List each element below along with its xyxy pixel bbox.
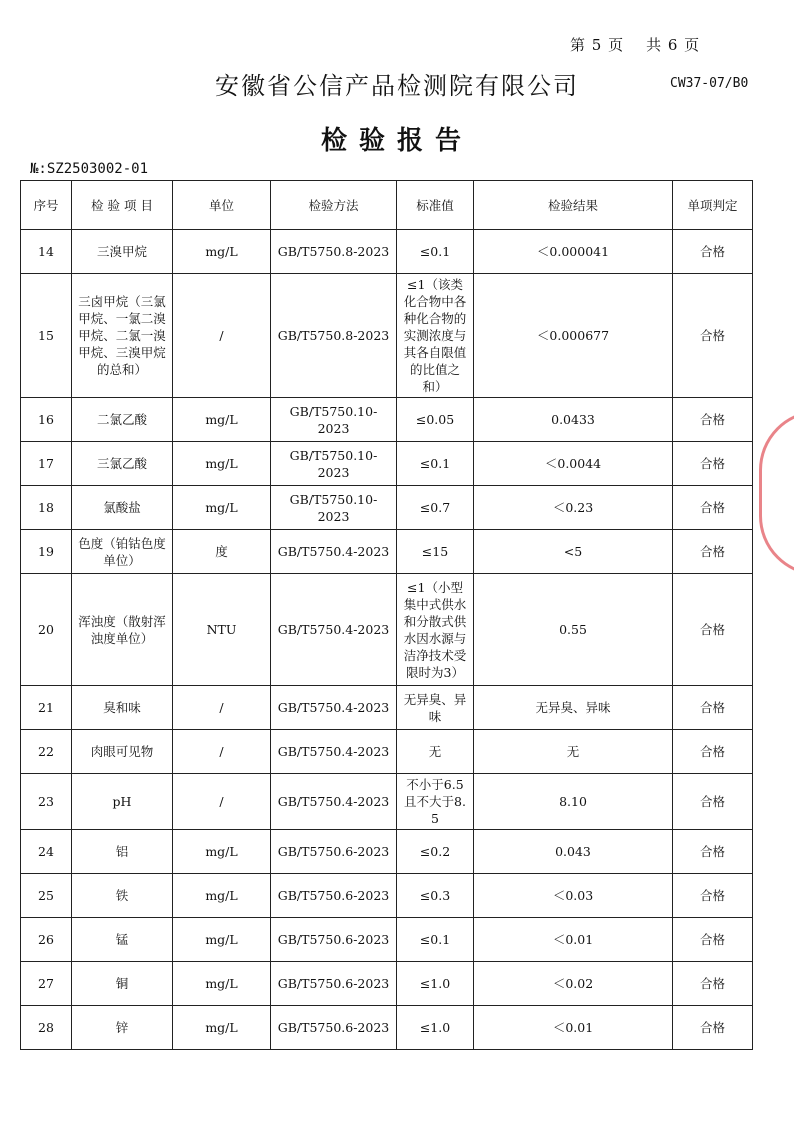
cell-result: 无异臭、异味 xyxy=(474,686,673,730)
cell-method: GB/T5750.4-2023 xyxy=(271,530,397,574)
cell-result: 0.55 xyxy=(474,574,673,686)
table-row xyxy=(21,274,753,398)
company-name: 安徽省公信产品检测院有限公司 xyxy=(215,72,579,100)
cell-standard: ≤0.1 xyxy=(397,230,474,274)
header-result: 检验结果 xyxy=(474,181,673,230)
cell-result: ＜0.23 xyxy=(474,486,673,530)
cell-no: 14 xyxy=(21,230,72,274)
cell-standard: ≤0.3 xyxy=(397,874,474,918)
cell-unit: mg/L xyxy=(173,486,271,530)
cell-result: ＜0.000677 xyxy=(474,274,673,398)
cell-no: 15 xyxy=(21,274,72,398)
cell-standard: ≤0.1 xyxy=(397,918,474,962)
cell-result: ＜0.000041 xyxy=(474,230,673,274)
table-body xyxy=(21,230,753,1050)
cell-method: GB/T5750.10-2023 xyxy=(271,486,397,530)
cell-standard: ≤0.1 xyxy=(397,442,474,486)
cell-item: 铝 xyxy=(72,830,173,874)
table-row xyxy=(21,230,753,274)
cell-standard: 无异臭、异味 xyxy=(397,686,474,730)
table-row xyxy=(21,1006,753,1050)
cell-item: 二氯乙酸 xyxy=(72,398,173,442)
table-row xyxy=(21,530,753,574)
cell-unit: mg/L xyxy=(173,830,271,874)
seal-stamp-ring xyxy=(759,410,794,576)
cell-unit: / xyxy=(173,274,271,398)
cell-item: 肉眼可见物 xyxy=(72,730,173,774)
cell-item: 色度（铂钴色度单位） xyxy=(72,530,173,574)
cell-method: GB/T5750.6-2023 xyxy=(271,874,397,918)
cell-method: GB/T5750.10-2023 xyxy=(271,398,397,442)
cell-standard: ≤0.7 xyxy=(397,486,474,530)
header-standard: 标准值 xyxy=(397,181,474,230)
cell-item: 三溴甲烷 xyxy=(72,230,173,274)
table-row xyxy=(21,398,753,442)
cell-no: 22 xyxy=(21,730,72,774)
page-total: 共 6 页 xyxy=(646,36,701,54)
cell-no: 26 xyxy=(21,918,72,962)
cell-unit: mg/L xyxy=(173,230,271,274)
cell-method: GB/T5750.4-2023 xyxy=(271,686,397,730)
cell-method: GB/T5750.8-2023 xyxy=(271,274,397,398)
cell-method: GB/T5750.6-2023 xyxy=(271,962,397,1006)
cell-verdict: 合格 xyxy=(673,730,753,774)
cell-method: GB/T5750.4-2023 xyxy=(271,574,397,686)
cell-no: 25 xyxy=(21,874,72,918)
cell-result: ＜0.02 xyxy=(474,962,673,1006)
report-title: 检验报告 xyxy=(320,126,473,156)
cell-standard: ≤0.2 xyxy=(397,830,474,874)
table-row xyxy=(21,730,753,774)
cell-result: 0.043 xyxy=(474,830,673,874)
cell-item: 氯酸盐 xyxy=(72,486,173,530)
cell-standard: ≤1.0 xyxy=(397,1006,474,1050)
cell-unit: / xyxy=(173,730,271,774)
page-current: 第 5 页 xyxy=(570,36,625,54)
cell-result: ＜0.03 xyxy=(474,874,673,918)
cell-method: GB/T5750.6-2023 xyxy=(271,830,397,874)
cell-verdict: 合格 xyxy=(673,486,753,530)
cell-item: 三卤甲烷（三氯甲烷、一氯二溴甲烷、二氯一溴甲烷、三溴甲烷的总和） xyxy=(72,274,173,398)
cell-result: ＜0.01 xyxy=(474,918,673,962)
cell-standard: ≤15 xyxy=(397,530,474,574)
cell-item: 三氯乙酸 xyxy=(72,442,173,486)
header-verdict: 单项判定 xyxy=(673,181,753,230)
cell-item: 锌 xyxy=(72,1006,173,1050)
document-code: CW37-07/B0 xyxy=(670,76,749,91)
report-number: №:SZ2503002-01 xyxy=(30,161,149,177)
cell-item: 铜 xyxy=(72,962,173,1006)
cell-item: 浑浊度（散射浑浊度单位） xyxy=(72,574,173,686)
cell-unit: / xyxy=(173,774,271,830)
cell-no: 20 xyxy=(21,574,72,686)
cell-result: ＜0.0044 xyxy=(474,442,673,486)
cell-method: GB/T5750.4-2023 xyxy=(271,730,397,774)
table-header-row xyxy=(21,181,753,230)
cell-unit: mg/L xyxy=(173,398,271,442)
cell-item: pH xyxy=(72,774,173,830)
cell-no: 18 xyxy=(21,486,72,530)
cell-unit: mg/L xyxy=(173,1006,271,1050)
header-no: 序号 xyxy=(21,181,72,230)
cell-no: 21 xyxy=(21,686,72,730)
table-row xyxy=(21,486,753,530)
table-row xyxy=(21,442,753,486)
cell-method: GB/T5750.4-2023 xyxy=(271,774,397,830)
cell-item: 铁 xyxy=(72,874,173,918)
cell-item: 臭和味 xyxy=(72,686,173,730)
cell-method: GB/T5750.8-2023 xyxy=(271,230,397,274)
cell-standard: ≤1（该类化合物中各种化合物的实测浓度与其各自限值的比值之和） xyxy=(397,274,474,398)
cell-unit: mg/L xyxy=(173,874,271,918)
cell-standard: ≤1（小型集中式供水和分散式供水因水源与洁净技术受限时为3） xyxy=(397,574,474,686)
table-row xyxy=(21,874,753,918)
cell-no: 17 xyxy=(21,442,72,486)
cell-verdict: 合格 xyxy=(673,918,753,962)
table-row xyxy=(21,962,753,1006)
cell-verdict: 合格 xyxy=(673,874,753,918)
table-row xyxy=(21,686,753,730)
cell-method: GB/T5750.10-2023 xyxy=(271,442,397,486)
cell-verdict: 合格 xyxy=(673,1006,753,1050)
seal-stamp xyxy=(755,410,794,580)
cell-verdict: 合格 xyxy=(673,774,753,830)
cell-verdict: 合格 xyxy=(673,442,753,486)
cell-standard: 无 xyxy=(397,730,474,774)
table-row xyxy=(21,774,753,830)
cell-result: ＜0.01 xyxy=(474,1006,673,1050)
cell-standard: 不小于6.5且不大于8.5 xyxy=(397,774,474,830)
cell-unit: mg/L xyxy=(173,918,271,962)
page-number xyxy=(570,34,722,55)
cell-verdict: 合格 xyxy=(673,574,753,686)
table-row xyxy=(21,918,753,962)
cell-unit: 度 xyxy=(173,530,271,574)
cell-result: 0.0433 xyxy=(474,398,673,442)
cell-standard: ≤1.0 xyxy=(397,962,474,1006)
cell-no: 28 xyxy=(21,1006,72,1050)
cell-verdict: 合格 xyxy=(673,830,753,874)
inspection-table xyxy=(20,180,753,1050)
cell-unit: / xyxy=(173,686,271,730)
cell-verdict: 合格 xyxy=(673,530,753,574)
header-unit: 单位 xyxy=(173,181,271,230)
cell-method: GB/T5750.6-2023 xyxy=(271,1006,397,1050)
cell-unit: NTU xyxy=(173,574,271,686)
cell-result: <5 xyxy=(474,530,673,574)
cell-unit: mg/L xyxy=(173,442,271,486)
cell-result: 8.10 xyxy=(474,774,673,830)
header-item: 检 验 项 目 xyxy=(72,181,173,230)
cell-method: GB/T5750.6-2023 xyxy=(271,918,397,962)
cell-no: 24 xyxy=(21,830,72,874)
header-method: 检验方法 xyxy=(271,181,397,230)
cell-result: 无 xyxy=(474,730,673,774)
cell-verdict: 合格 xyxy=(673,398,753,442)
table-row xyxy=(21,830,753,874)
cell-no: 19 xyxy=(21,530,72,574)
cell-verdict: 合格 xyxy=(673,962,753,1006)
cell-item: 锰 xyxy=(72,918,173,962)
table-row xyxy=(21,574,753,686)
cell-verdict: 合格 xyxy=(673,274,753,398)
cell-verdict: 合格 xyxy=(673,686,753,730)
cell-no: 27 xyxy=(21,962,72,1006)
cell-verdict: 合格 xyxy=(673,230,753,274)
cell-unit: mg/L xyxy=(173,962,271,1006)
cell-no: 23 xyxy=(21,774,72,830)
cell-no: 16 xyxy=(21,398,72,442)
cell-standard: ≤0.05 xyxy=(397,398,474,442)
